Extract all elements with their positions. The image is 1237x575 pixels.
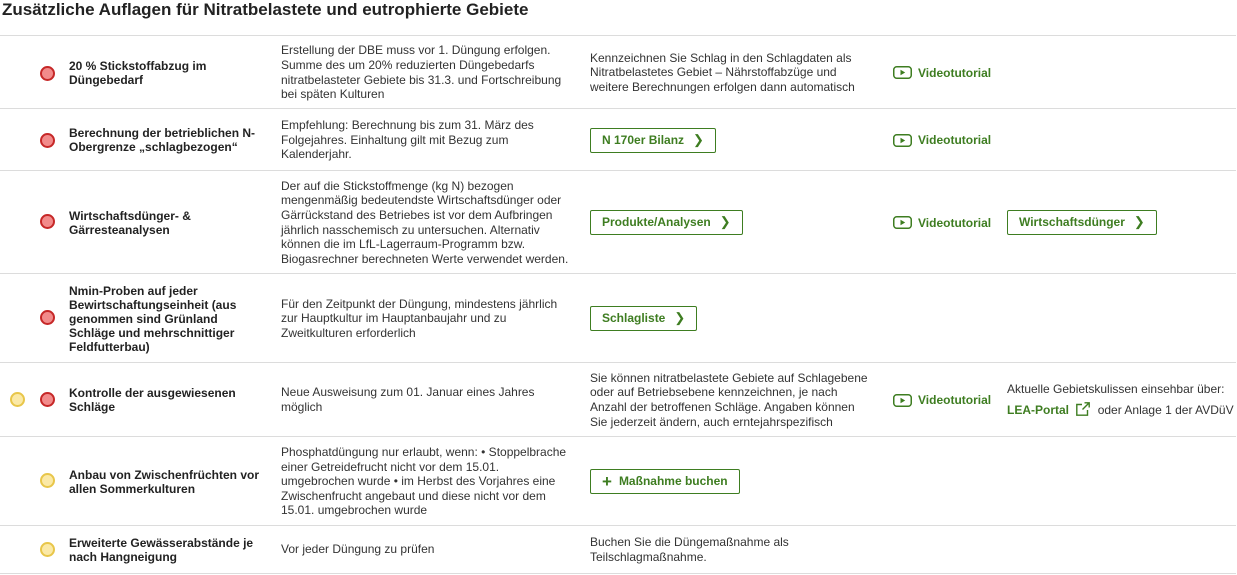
video-play-icon [893,134,912,147]
schlagliste-button[interactable] [590,306,697,331]
page-title: Zusätzliche Auflagen für Nitratbelastete und eutrophierte Gebiete [2,0,529,19]
status-yellow-icon [40,473,55,488]
action-text: Buchen Sie die Düngemaßnahme als Teilschlagmaßnahme. [590,534,789,564]
video-play-icon [893,216,912,229]
requirement-title: Nmin-Proben auf jeder Bewirtschaftungseinheit (aus genommen sind Grünland Schläge und mehrschnittiger Feldfutterbau) [69,283,237,354]
gebietskulissen-info [1007,379,1234,421]
n170-bilanz-button[interactable] [590,128,716,153]
requirement-description: Phosphatdüngung nur erlaubt, wenn: • Stoppelbrache einer Getreidefrucht nicht vor dem 15.01. umgebrochen wurde • im Herbst des Vorjahres eine Zwischenfrucht angebaut und diese nicht vor dem 15.01. umgebrochen wurde [281,445,567,518]
videotutorial-link[interactable] [893,133,991,147]
status-yellow-icon [10,392,25,407]
table-row [0,362,1236,437]
action-text: Kennzeichnen Sie Schlag in den Schlagdaten als Nitratbelastetes Gebiet – Nährstoffabzüge und weitere Berechnungen erfolgen dann automatisch [590,50,855,94]
lea-portal-link[interactable] [1007,403,1091,417]
status-red-icon [40,310,55,325]
gebietskulissen-suffix: oder Anlage 1 der AVDüV [1097,403,1234,417]
requirement-description: Erstellung der DBE muss vor 1. Düngung erfolgen. Summe des um 20% reduzierten Düngebedarfs nitratbelasteter Gebiete bis 31.3. und Fortschreibung bei späten Kulturen [281,43,562,102]
videotutorial-label: Videotutorial [918,215,992,230]
requirement-description: Der auf die Stickstoffmenge (kg N) bezogen mengenmäßig bedeutendste Wirtschaftsdünger oder Gärrückstand des Betriebes ist vor dem Aufbringen jährlich nasschemisch zu untersuchen. Alternativ können die im LfL-Lagerraum-Programm bzw. Biogasrechner berechneten Werte verwendet werden. [281,178,569,266]
requirement-title: Kontrolle der ausgewiesenen Schläge [69,386,236,414]
videotutorial-link[interactable] [893,66,991,80]
chevron-right-icon: ❯ [719,214,731,230]
table-row [0,436,1236,526]
gebietskulissen-prefix: Aktuelle Gebietskulissen einsehbar über: [1007,382,1225,396]
requirement-title: Berechnung der betrieblichen N-Obergrenze „schlagbezogen“ [69,126,256,154]
chevron-right-icon: ❯ [1133,214,1145,230]
table-row [0,108,1236,171]
requirement-description: Empfehlung: Berechnung bis zum 31. März des Folgejahres. Einhaltung gilt mit Bezug zum Kalenderjahr. [281,118,534,162]
produkte-analysen-button[interactable] [590,210,743,235]
videotutorial-link[interactable] [893,393,991,407]
requirement-description: Neue Ausweisung zum 01. Januar eines Jahres möglich [281,385,535,414]
videotutorial-label: Videotutorial [918,133,992,147]
button-label: Produkte/Analysen [602,215,711,230]
button-label: Wirtschaftsdünger [1019,215,1125,230]
button-label: Maßnahme buchen [618,474,728,489]
status-red-icon [40,133,55,148]
button-label: Schlagliste [602,311,666,326]
requirement-title: 20 % Stickstoffabzug im Düngebedarf [69,58,207,87]
status-yellow-icon [40,542,55,557]
video-play-icon [893,66,912,79]
requirement-title: Anbau von Zwischenfrüchten vor allen Sommerkulturen [69,467,260,496]
status-red-icon [40,392,55,407]
status-red-icon [40,214,55,229]
table-row [0,525,1236,574]
table-row [0,35,1236,109]
requirement-title: Wirtschaftsdünger- & Gärresteanalysen [69,208,191,237]
requirement-title: Erweiterte Gewässerabstände je nach Hangneigung [69,535,254,564]
status-red-icon [40,66,55,81]
chevron-right-icon: ❯ [693,131,704,147]
plus-icon: + [602,471,612,491]
requirement-description: Für den Zeitpunkt der Düngung, mindestens jährlich zur Hauptkultur im Hauptanbaujahr und zu Zweitkulturen erforderlich [281,296,558,340]
massnahme-buchen-button[interactable] [590,469,740,494]
action-text: Sie können nitratbelastete Gebiete auf Schlagebene oder auf Betriebsebene kennzeichnen, je nach Anzahl der betroffenen Schläge. Angaben können Sie jederzeit ändern, auch erntejahrspezifisch [590,370,868,429]
chevron-right-icon: ❯ [674,310,686,326]
wirtschaftsduenger-button[interactable] [1007,210,1157,235]
videotutorial-link[interactable] [893,216,991,230]
videotutorial-label: Videotutorial [918,393,992,407]
external-link-icon [1075,401,1091,417]
requirement-description: Vor jeder Düngung zu prüfen [281,542,435,557]
table-row [0,273,1236,363]
table-row [0,170,1236,274]
videotutorial-label: Videotutorial [918,65,992,80]
lea-portal-label: LEA-Portal [1007,403,1070,417]
video-play-icon [893,394,912,407]
button-label: N 170er Bilanz [602,132,685,147]
